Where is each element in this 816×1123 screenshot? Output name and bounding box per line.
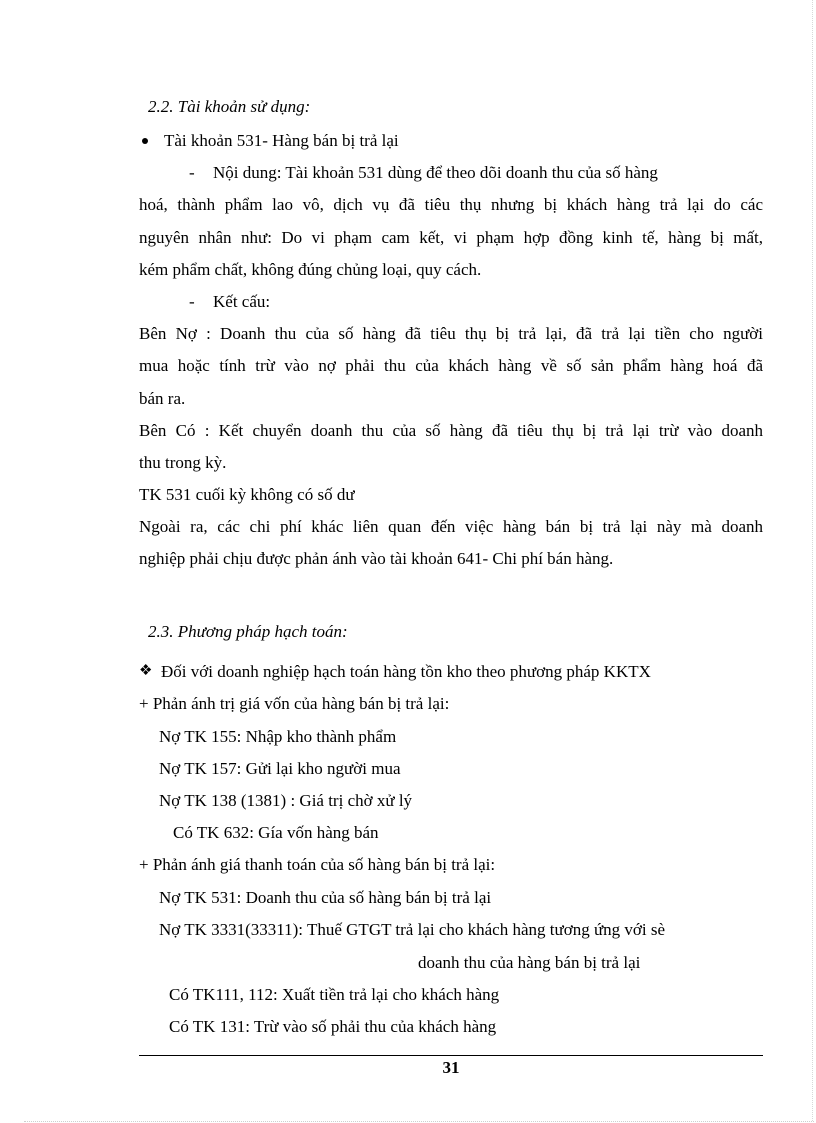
cost-entry-632: Có TK 632: Gía vốn hàng bán — [173, 823, 379, 842]
cost-entry-138: Nợ TK 138 (1381) : Giá trị chờ xử lý — [159, 791, 413, 810]
balance-note: TK 531 cuối kỳ không có số dư — [139, 485, 355, 504]
payment-entry-3331: Nợ TK 3331(33311): Thuế GTGT trả lại cho khách hàng tương ứng với sè — [159, 920, 666, 939]
page-right-edge — [812, 0, 813, 1121]
credit-line-1: Bên Có : Kết chuyển doanh thu của số hàng đã tiêu thụ bị trả lại trừ vào doanh — [139, 421, 763, 440]
other-costs-line-1: Ngoài ra, các chi phí khác liên quan đến việc hàng bán bị trả lại này mà doanh — [139, 517, 763, 536]
content-line-1: Nội dung: Tài khoản 531 dùng để theo dõi doanh thu của số hàng — [213, 163, 658, 182]
section-heading-2-3: 2.3. Phương pháp hạch toán: — [148, 622, 348, 641]
payment-entry-3331-continued: doanh thu của hàng bán bị trả lại — [418, 953, 641, 972]
footer-rule — [139, 1055, 763, 1056]
structure-dash: - — [189, 292, 195, 311]
other-costs-line-2: nghiệp phải chịu được phản ánh vào tài khoản 641- Chi phí bán hàng. — [139, 549, 614, 568]
cost-entry-157: Nợ TK 157: Gửi lại kho người mua — [159, 759, 401, 778]
content-dash: - — [189, 163, 195, 182]
bullet-item-account-531: Tài khoản 531- Hàng bán bị trả lại — [164, 131, 399, 150]
diamond-bullet-icon: ❖ — [139, 663, 153, 679]
page-number: 31 — [442, 1058, 460, 1077]
content-line-4: kém phẩm chất, không đúng chủng loại, quy cách. — [139, 260, 482, 279]
debit-line-1: Bên Nợ : Doanh thu của số hàng đã tiêu thụ bị trả lại, đã trả lại tiền cho người — [139, 324, 763, 343]
bullet-icon — [142, 138, 148, 144]
credit-line-2: thu trong kỳ. — [139, 453, 227, 472]
payment-entry-131: Có TK 131: Trừ vào số phải thu của khách hàng — [169, 1017, 497, 1036]
content-line-2: hoá, thành phẩm lao vô, dịch vụ đã tiêu thụ nhưng bị khách hàng trả lại do các — [139, 195, 763, 214]
payment-entry-111-112: Có TK111, 112: Xuất tiền trả lại cho khách hàng — [169, 985, 500, 1004]
structure-label: Kết cấu: — [213, 292, 271, 311]
section-heading-2-2: 2.2. Tài khoản sử dụng: — [148, 97, 311, 116]
payment-entry-531: Nợ TK 531: Doanh thu của số hàng bán bị trả lại — [159, 888, 492, 907]
debit-line-2: mua hoặc tính trừ vào nợ phải thu của khách hàng về số sản phẩm hàng hoá đã — [139, 356, 763, 375]
page-bottom-edge — [24, 1121, 814, 1122]
payment-heading: + Phản ánh giá thanh toán của số hàng bán bị trả lại: — [139, 855, 496, 874]
content-line-3: nguyên nhân như: Do vi phạm cam kết, vi phạm hợp đồng kinh tế, hàng bị mất, — [139, 228, 763, 247]
debit-line-3: bán ra. — [139, 389, 186, 408]
diamond-item-kktx: Đối với doanh nghiệp hạch toán hàng tồn kho theo phương pháp KKTX — [161, 662, 651, 681]
cost-entry-155: Nợ TK 155: Nhập kho thành phẩm — [159, 727, 397, 746]
cost-heading: + Phản ánh trị giá vốn của hàng bán bị trả lại: — [139, 694, 450, 713]
